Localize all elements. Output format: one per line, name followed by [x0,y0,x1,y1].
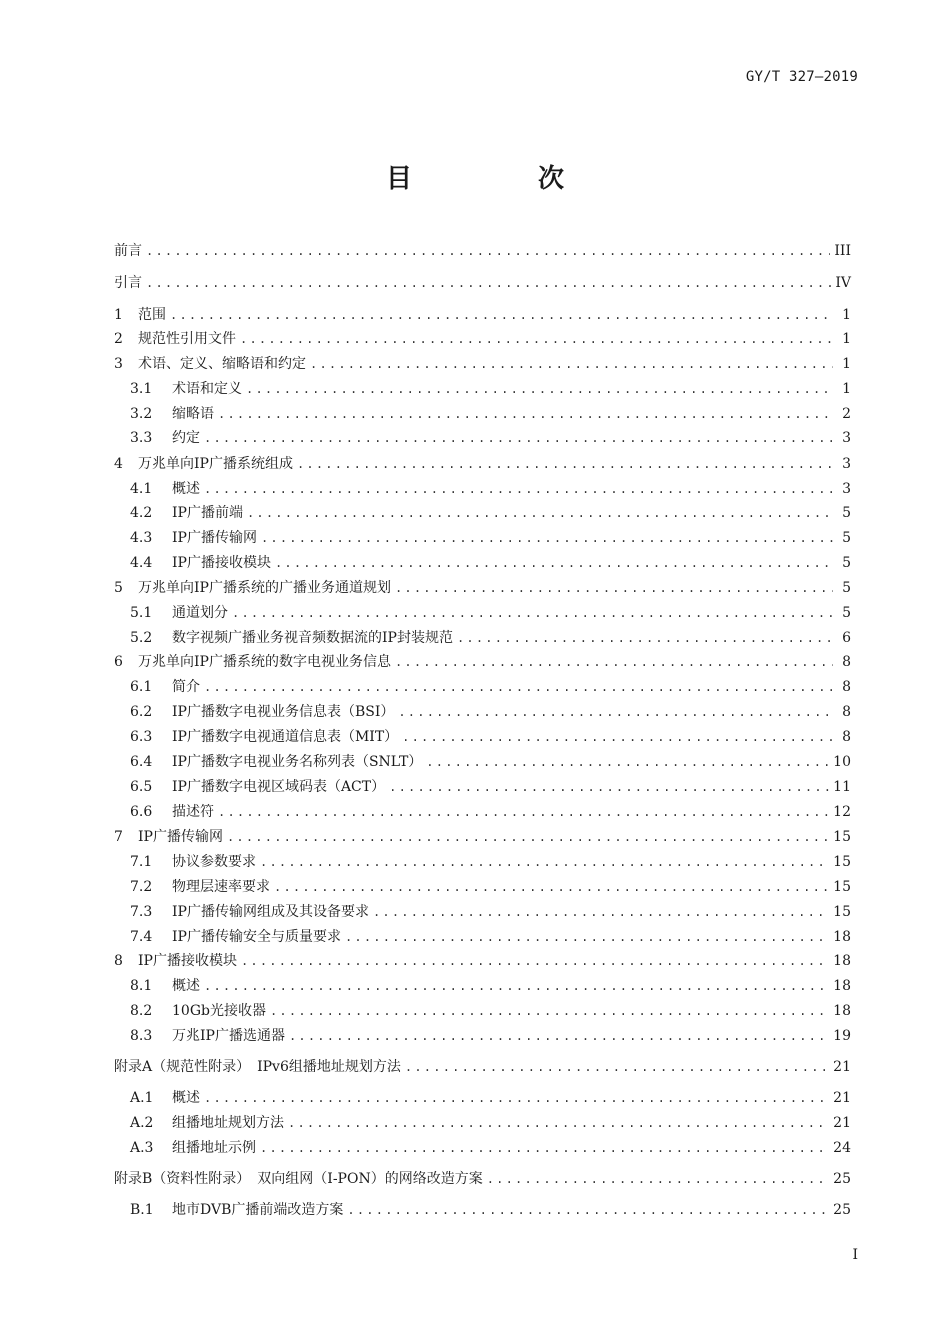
toc-entry-page: IV [835,275,851,291]
toc-entry[interactable] [130,676,851,698]
toc-entry[interactable] [130,876,851,898]
toc-entry-page: 18 [833,953,851,969]
toc-leader-dots [227,826,829,848]
toc-entry-title: 万兆单向IP广播系统组成 [138,456,293,472]
toc-entry[interactable] [130,602,851,624]
toc-entry-number: 6 [114,654,123,670]
toc-entry-page: 3 [842,430,851,446]
toc-entry-title: 物理层速率要求 [172,879,270,895]
toc-entry-title: 附录B（资料性附录） 双向组网（I-PON）的网络改造方案 [114,1171,483,1187]
toc-entry-page: 8 [842,679,851,695]
toc-entry-page: 21 [833,1115,851,1131]
toc-entry-title: 简介 [172,679,200,695]
toc-entry-page: 6 [842,630,851,646]
toc-entry-title: IP广播传输网 [138,829,223,845]
toc-entry-title: 附录A（规范性附录） IPv6组播地址规划方法 [114,1059,401,1075]
toc-entry-title: 万兆单向IP广播系统的广播业务通道规划 [138,580,391,596]
toc-entry[interactable] [130,527,851,549]
toc-entry-page: 8 [842,654,851,670]
toc-entry-number: 6.1 [130,679,153,695]
toc-leader-dots [204,478,833,500]
toc-entry[interactable] [114,272,851,294]
toc-leader-dots [204,975,829,997]
toc-leader-dots [241,950,829,972]
toc-entry-page: 5 [842,580,851,596]
toc-entry[interactable] [130,926,851,948]
toc-entry-number: 8 [114,953,123,969]
toc-leader-dots [289,1025,829,1047]
toc-entry-number: 7.2 [130,879,153,895]
toc-entry-number: 4 [114,456,123,472]
toc-entry[interactable] [130,427,851,449]
toc-entry-title: 概述 [172,978,200,994]
toc-entry-page: III [834,243,851,259]
toc-leader-dots [398,701,833,723]
toc-leader-dots [345,926,829,948]
toc-leader-dots [204,676,833,698]
toc-entry-number: 2 [114,331,123,347]
toc-entry-page: 10 [833,754,851,770]
standard-code: GY/T 327—2019 [745,69,858,85]
toc-leader-dots [405,1056,829,1078]
toc-leader-dots [170,304,833,326]
toc-entry-number: 3 [114,356,123,372]
toc-entry[interactable] [130,1087,851,1109]
toc-entry-number: 4.3 [130,530,153,546]
toc-leader-dots [395,651,833,673]
toc-entry-page: 12 [833,804,851,820]
toc-entry[interactable] [130,776,851,798]
toc-entry-page: 5 [842,605,851,621]
toc-entry-number: 8.2 [130,1003,153,1019]
toc-entry-title: IP广播数字电视业务信息表（BSI） [172,704,395,720]
toc-entry-title: IP广播数字电视通道信息表（MIT） [172,729,399,745]
toc-entry[interactable] [114,826,851,848]
toc-entry[interactable] [130,726,851,748]
toc-entry[interactable] [130,378,851,400]
toc-entry-title: IP广播数字电视区域码表（ACT） [172,779,386,795]
toc-entry-page: 18 [833,1003,851,1019]
toc-entry-number: 7.4 [130,929,153,945]
toc-entry-number: 6.2 [130,704,153,720]
toc-entry-number: 8.1 [130,978,153,994]
toc-entry-number: 4.2 [130,505,153,521]
toc-leader-dots [373,901,829,923]
toc-entry-number: 4.4 [130,555,153,571]
toc-leader-dots [310,353,833,375]
toc-leader-dots [246,378,833,400]
toc-leader-dots [297,453,833,475]
toc-leader-dots [402,726,833,748]
toc-entry-number: 3.1 [130,381,153,397]
page-number: I [852,1247,858,1263]
toc-entry-title: 术语、定义、缩略语和约定 [138,356,306,372]
toc-entry-page: 2 [842,406,851,422]
toc-entry[interactable] [130,975,851,997]
toc-leader-dots [260,851,829,873]
toc-entry-page: 15 [833,854,851,870]
toc-entry-number: 5.2 [130,630,153,646]
toc-entry[interactable] [130,502,851,524]
toc-entry-page: 1 [842,381,851,397]
toc-leader-dots [457,627,833,649]
toc-entry[interactable] [130,851,851,873]
toc-entry-number: A.1 [130,1090,154,1106]
toc-entry-number: 6.3 [130,729,153,745]
toc-leader-dots [146,240,830,262]
toc-entry-number: A.2 [130,1115,154,1131]
toc-entry-title: 描述符 [172,804,214,820]
toc-leader-dots [347,1199,829,1221]
toc-entry-title: 组播地址规划方法 [172,1115,284,1131]
toc-entry-page: 25 [833,1202,851,1218]
toc-leader-dots [275,552,833,574]
toc-entry[interactable] [130,627,851,649]
toc-leader-dots [204,427,833,449]
toc-entry[interactable] [130,1199,851,1221]
toc-leader-dots [426,751,829,773]
toc-leader-dots [218,403,833,425]
toc-entry-page: 25 [833,1171,851,1187]
toc-entry-number: B.1 [130,1202,154,1218]
toc-entry[interactable] [114,240,851,262]
toc-leader-dots [146,272,831,294]
toc-leader-dots [247,502,833,524]
toc-entry-number: 7 [114,829,123,845]
toc-entry-title: 概述 [172,1090,200,1106]
toc-leader-dots [395,577,833,599]
toc-entry-title: 术语和定义 [172,381,242,397]
toc-entry-page: 1 [842,307,851,323]
page-title: 目 次 [385,164,614,194]
toc-entry[interactable] [130,1000,851,1022]
toc-entry-page: 21 [833,1090,851,1106]
toc-entry-number: A.3 [130,1140,154,1156]
toc-entry-title: 前言 [114,243,142,259]
toc-entry-title: IP广播传输安全与质量要求 [172,929,341,945]
toc-entry-page: 3 [842,456,851,472]
toc-entry-title: IP广播前端 [172,505,243,521]
toc-entry-page: 15 [833,904,851,920]
toc-leader-dots [487,1168,829,1190]
toc-leader-dots [274,876,829,898]
toc-entry-title: 10Gb光接收器 [172,1003,266,1019]
toc-entry-page: 18 [833,978,851,994]
toc-entry-page: 5 [842,530,851,546]
toc-entry-page: 24 [833,1140,851,1156]
toc-entry-title: IP广播数字电视业务名称列表（SNLT） [172,754,423,770]
toc-entry[interactable] [114,1056,851,1078]
toc-entry[interactable] [114,304,851,326]
toc-leader-dots [288,1112,829,1134]
toc-entry-number: 1 [114,307,123,323]
toc-entry[interactable] [114,651,851,673]
toc-entry-number: 3.2 [130,406,153,422]
toc-entry-title: IP广播传输网 [172,530,257,546]
toc-entry-title: 协议参数要求 [172,854,256,870]
toc-leader-dots [240,328,833,350]
toc-entry-page: 8 [842,729,851,745]
toc-entry[interactable] [114,328,851,350]
toc-entry[interactable] [130,701,851,723]
toc-leader-dots [261,527,833,549]
toc-entry-number: 4.1 [130,481,153,497]
toc-entry-page: 15 [833,829,851,845]
toc-entry-page: 21 [833,1059,851,1075]
toc-entry-number: 6.4 [130,754,153,770]
toc-entry-title: IP广播接收模块 [138,953,237,969]
toc-entry-number: 7.3 [130,904,153,920]
toc-entry-title: 引言 [114,275,142,291]
toc-entry-page: 1 [842,356,851,372]
toc-entry-title: 概述 [172,481,200,497]
toc-leader-dots [260,1137,829,1159]
toc-entry[interactable] [130,901,851,923]
toc-entry[interactable] [130,1112,851,1134]
toc-leader-dots [232,602,833,624]
toc-entry-title: IP广播传输网组成及其设备要求 [172,904,369,920]
toc-leader-dots [218,801,829,823]
toc-entry-number: 6.5 [130,779,153,795]
toc-entry-page: 5 [842,555,851,571]
toc-entry-title: 数字视频广播业务视音频数据流的IP封装规范 [172,630,453,646]
toc-entry[interactable] [130,552,851,574]
toc-entry-page: 5 [842,505,851,521]
toc-entry[interactable] [130,403,851,425]
toc-entry-page: 11 [833,779,851,795]
toc-entry[interactable] [114,950,851,972]
toc-entry[interactable] [130,1137,851,1159]
toc-entry[interactable] [130,751,851,773]
toc-entry-number: 6.6 [130,804,153,820]
toc-entry[interactable] [114,453,851,475]
toc-entry-number: 3.3 [130,430,153,446]
toc-leader-dots [204,1087,829,1109]
toc-leader-dots [270,1000,829,1022]
toc-leader-dots [389,776,829,798]
toc-entry-title: 约定 [172,430,200,446]
toc-entry-page: 19 [833,1028,851,1044]
toc-entry-title: 规范性引用文件 [138,331,236,347]
toc-entry[interactable] [130,1025,851,1047]
toc-entry[interactable] [114,1168,851,1190]
toc-entry[interactable] [130,478,851,500]
toc-entry-page: 8 [842,704,851,720]
toc-entry-title: IP广播接收模块 [172,555,271,571]
toc-entry-title: 组播地址示例 [172,1140,256,1156]
toc-entry-title: 通道划分 [172,605,228,621]
toc-entry-title: 缩略语 [172,406,214,422]
toc-entry[interactable] [130,801,851,823]
toc-entry-number: 7.1 [130,854,153,870]
toc-entry[interactable] [114,353,851,375]
toc-entry-number: 8.3 [130,1028,153,1044]
toc-entry-page: 18 [833,929,851,945]
toc-entry-title: 地市DVB广播前端改造方案 [172,1202,344,1218]
toc-entry-page: 15 [833,879,851,895]
toc-entry-title: 万兆单向IP广播系统的数字电视业务信息 [138,654,391,670]
toc-entry-number: 5.1 [130,605,153,621]
toc-entry-title: 范围 [138,307,166,323]
toc-entry-title: 万兆IP广播选通器 [172,1028,285,1044]
toc-entry[interactable] [114,577,851,599]
toc-entry-page: 3 [842,481,851,497]
toc-entry-page: 1 [842,331,851,347]
toc-entry-number: 5 [114,580,123,596]
